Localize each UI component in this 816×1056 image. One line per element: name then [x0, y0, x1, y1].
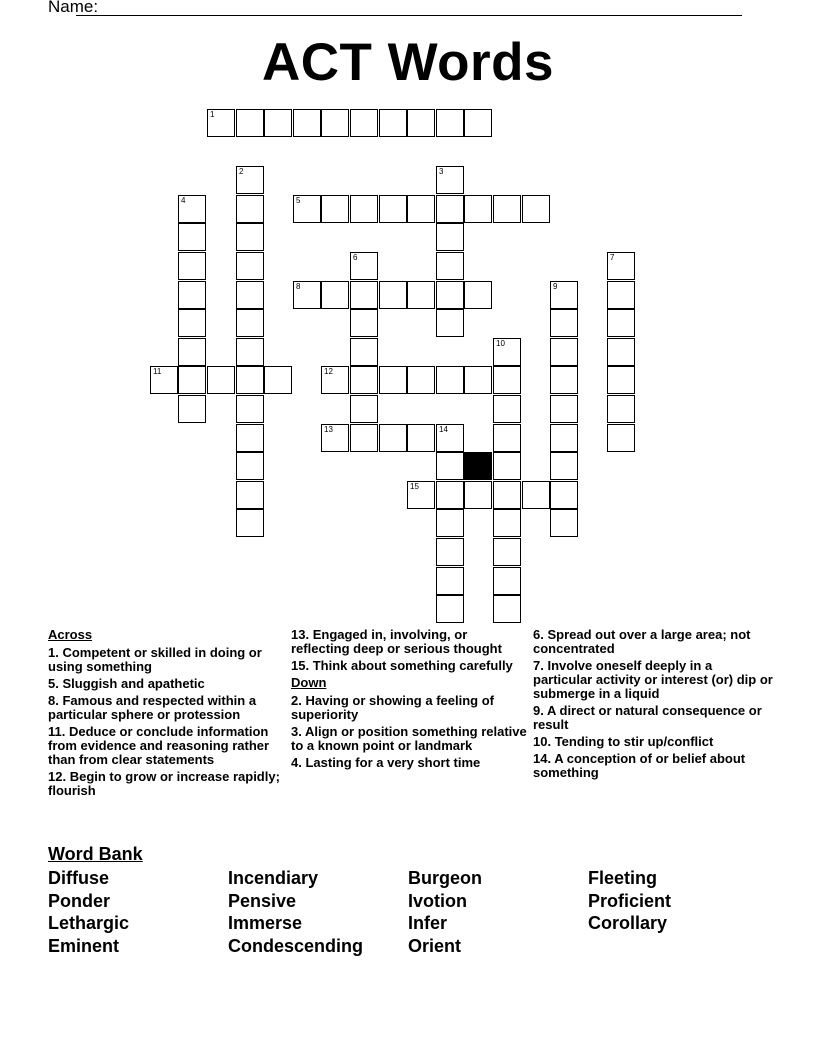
- crossword-cell[interactable]: [178, 252, 206, 280]
- clue-across-13: 13. Engaged in, involving, or reflecting deep or serious thought: [291, 627, 502, 656]
- crossword-cell[interactable]: [236, 366, 264, 394]
- clue-number: 3: [439, 167, 444, 176]
- crossword-cell[interactable]: [236, 252, 264, 280]
- crossword-cell[interactable]: [236, 338, 264, 366]
- crossword-cell[interactable]: [493, 338, 521, 366]
- crossword-cell[interactable]: [550, 395, 578, 423]
- crossword-cell[interactable]: [493, 567, 521, 595]
- crossword-cell[interactable]: [236, 166, 264, 194]
- crossword-cell[interactable]: [436, 567, 464, 595]
- crossword-cell[interactable]: [236, 109, 264, 137]
- clue-number: 13: [324, 425, 333, 434]
- crossword-cell[interactable]: [379, 109, 407, 137]
- crossword-cell[interactable]: [493, 424, 521, 452]
- crossword-cell[interactable]: [321, 195, 349, 223]
- crossword-cell[interactable]: [436, 166, 464, 194]
- crossword-cell[interactable]: [607, 309, 635, 337]
- clue-down-3: 3. Align or position something relative to a known point or landmark: [291, 724, 527, 753]
- crossword-cell[interactable]: [236, 395, 264, 423]
- word-bank-item: Eminent: [48, 936, 120, 957]
- crossword-cell[interactable]: [207, 109, 235, 137]
- clue-down-9: 9. A direct or natural consequence or result: [533, 703, 762, 732]
- crossword-cell[interactable]: [350, 109, 378, 137]
- across-header: Across: [48, 627, 93, 642]
- word-bank-item: Immerse: [228, 913, 303, 934]
- word-bank-column-3: [408, 867, 482, 958]
- clue-number: 6: [353, 253, 358, 262]
- crossword-cell[interactable]: [550, 309, 578, 337]
- clue-number: 11: [153, 367, 162, 376]
- crossword-cell[interactable]: [350, 309, 378, 337]
- crossword-cell[interactable]: [607, 252, 635, 280]
- crossword-cell[interactable]: [522, 481, 550, 509]
- word-bank-column-4: [588, 867, 671, 935]
- crossword-cell[interactable]: [436, 109, 464, 137]
- crossword-cell[interactable]: [178, 223, 206, 251]
- page-title: ACT Words: [261, 33, 555, 92]
- word-bank-item: Burgeon: [408, 868, 482, 888]
- clue-down-14: 14. A conception of or belief about something: [533, 751, 746, 780]
- crossword-cell[interactable]: [350, 424, 378, 452]
- clue-number: 2: [239, 167, 244, 176]
- crossword-cell[interactable]: [379, 281, 407, 309]
- crossword-cell[interactable]: [178, 195, 206, 223]
- word-bank-item: Fleeting: [588, 868, 658, 888]
- crossword-cell[interactable]: [350, 281, 378, 309]
- crossword-cell[interactable]: [236, 424, 264, 452]
- word-bank-column-2: [228, 867, 363, 958]
- crossword-cell[interactable]: [436, 481, 464, 509]
- clue-down-7: 7. Involve oneself deeply in a particular activity or interest (or) dip or submerge in a liquid: [533, 658, 773, 701]
- clue-down-4: 4. Lasting for a very short time: [291, 755, 481, 770]
- word-bank-item: Condescending: [228, 936, 364, 957]
- crossword-cell[interactable]: [436, 509, 464, 537]
- crossword-cell[interactable]: [607, 366, 635, 394]
- crossword-cell[interactable]: [436, 424, 464, 452]
- word-bank-item: Orient: [408, 936, 462, 957]
- clue-across-8: 8. Famous and respected within a particular sphere or protession: [48, 693, 257, 722]
- crossword-cell[interactable]: [464, 366, 492, 394]
- crossword-cell[interactable]: [293, 195, 321, 223]
- crossword-cell[interactable]: [236, 281, 264, 309]
- clue-number: 14: [439, 425, 448, 434]
- crossword-black-cell: [464, 452, 492, 480]
- crossword-cell[interactable]: [321, 366, 349, 394]
- crossword-cell[interactable]: [407, 481, 435, 509]
- crossword-cell[interactable]: [464, 195, 492, 223]
- crossword-cell[interactable]: [550, 366, 578, 394]
- clue-number: 8: [296, 282, 301, 291]
- clue-down-6: 6. Spread out over a large area; not concentrated: [533, 627, 751, 656]
- crossword-cell[interactable]: [178, 281, 206, 309]
- crossword-cell[interactable]: [550, 424, 578, 452]
- crossword-cell[interactable]: [436, 595, 464, 623]
- clue-number: 4: [181, 196, 186, 205]
- word-bank-item: Ivotion: [408, 890, 467, 911]
- crossword-cell[interactable]: [436, 309, 464, 337]
- clues-column-3: [533, 628, 773, 783]
- crossword-cell[interactable]: [407, 109, 435, 137]
- crossword-cell[interactable]: [207, 366, 235, 394]
- clue-across-11: 11. Deduce or conclude information from evidence and reasoning rather than from clear statements: [48, 724, 270, 767]
- crossword-cell[interactable]: [436, 252, 464, 280]
- crossword-cell[interactable]: [350, 366, 378, 394]
- crossword-cell[interactable]: [379, 366, 407, 394]
- crossword-cell[interactable]: [550, 452, 578, 480]
- word-bank-item: Corollary: [588, 913, 668, 934]
- clues-column-1: [48, 628, 288, 801]
- crossword-cell[interactable]: [236, 452, 264, 480]
- crossword-cell[interactable]: [350, 338, 378, 366]
- word-bank-item: Pensive: [228, 890, 297, 911]
- clue-number: 9: [553, 282, 558, 291]
- clues-column-2: [291, 628, 527, 773]
- clue-number: 12: [324, 367, 333, 376]
- clue-across-5: 5. Sluggish and apathetic: [48, 676, 205, 691]
- crossword-cell[interactable]: [464, 481, 492, 509]
- crossword-cell[interactable]: [178, 309, 206, 337]
- crossword-cell[interactable]: [407, 195, 435, 223]
- down-header: Down: [291, 675, 327, 690]
- clue-number: 5: [296, 196, 301, 205]
- clue-down-2: 2. Having or showing a feeling of superiority: [291, 693, 494, 722]
- crossword-cell[interactable]: [407, 424, 435, 452]
- crossword-cell[interactable]: [236, 195, 264, 223]
- crossword-cell[interactable]: [321, 109, 349, 137]
- crossword-cell[interactable]: [321, 424, 349, 452]
- clue-number: 15: [410, 482, 419, 491]
- crossword-cell[interactable]: [464, 109, 492, 137]
- word-bank-item: Ponder: [48, 890, 111, 911]
- word-bank-column-1: [48, 867, 129, 958]
- crossword-cell[interactable]: [550, 481, 578, 509]
- crossword-cell[interactable]: [436, 195, 464, 223]
- crossword-cell[interactable]: [350, 395, 378, 423]
- crossword-cell[interactable]: [607, 395, 635, 423]
- crossword-cell[interactable]: [493, 509, 521, 537]
- crossword-cell[interactable]: [607, 281, 635, 309]
- crossword-cell[interactable]: [293, 281, 321, 309]
- crossword-cell[interactable]: [436, 366, 464, 394]
- crossword-cell[interactable]: [493, 595, 521, 623]
- crossword-cell[interactable]: [236, 509, 264, 537]
- clue-across-15: 15. Think about something carefully: [291, 658, 513, 673]
- crossword-cell[interactable]: [607, 338, 635, 366]
- crossword-cell[interactable]: [493, 538, 521, 566]
- word-bank-title: Word Bank: [48, 844, 143, 864]
- crossword-cell[interactable]: [464, 281, 492, 309]
- crossword-cell[interactable]: [321, 281, 349, 309]
- crossword-cell[interactable]: [350, 252, 378, 280]
- word-bank-item: Diffuse: [48, 868, 110, 888]
- clue-across-12: 12. Begin to grow or increase rapidly; flourish: [48, 769, 280, 798]
- crossword-cell[interactable]: [550, 509, 578, 537]
- crossword-cell[interactable]: [293, 109, 321, 137]
- crossword-cell[interactable]: [493, 452, 521, 480]
- word-bank-item: Proficient: [588, 890, 672, 911]
- crossword-cell[interactable]: [236, 223, 264, 251]
- name-label: Name:: [48, 0, 99, 16]
- crossword-cell[interactable]: [436, 538, 464, 566]
- crossword-cell[interactable]: [178, 338, 206, 366]
- crossword-cell[interactable]: [550, 281, 578, 309]
- crossword-cell[interactable]: [407, 366, 435, 394]
- crossword-cell[interactable]: [493, 395, 521, 423]
- crossword-cell[interactable]: [493, 481, 521, 509]
- crossword-cell[interactable]: [236, 481, 264, 509]
- word-bank-item: Lethargic: [48, 913, 130, 934]
- crossword-cell[interactable]: [493, 366, 521, 394]
- clue-number: 1: [210, 110, 215, 119]
- word-bank-item: Incendiary: [228, 868, 319, 888]
- crossword-cell[interactable]: [522, 195, 550, 223]
- crossword-cell[interactable]: [350, 195, 378, 223]
- crossword-cell[interactable]: [178, 366, 206, 394]
- clue-across-1: 1. Competent or skilled in doing or using something: [48, 645, 262, 674]
- clue-number: 10: [496, 339, 505, 348]
- crossword-cell[interactable]: [436, 281, 464, 309]
- crossword-cell[interactable]: [436, 223, 464, 251]
- crossword-cell[interactable]: [264, 109, 292, 137]
- crossword-cell[interactable]: [379, 195, 407, 223]
- clue-number: 7: [610, 253, 615, 262]
- word-bank-item: Infer: [408, 913, 448, 934]
- crossword-cell[interactable]: [236, 309, 264, 337]
- crossword-cell[interactable]: [550, 338, 578, 366]
- crossword-cell[interactable]: [607, 424, 635, 452]
- clue-down-10: 10. Tending to stir up/conflict: [533, 734, 714, 749]
- crossword-cell[interactable]: [379, 424, 407, 452]
- crossword-cell[interactable]: [264, 366, 292, 394]
- crossword-cell[interactable]: [493, 195, 521, 223]
- crossword-cell[interactable]: [150, 366, 178, 394]
- crossword-cell[interactable]: [436, 452, 464, 480]
- crossword-cell[interactable]: [407, 281, 435, 309]
- crossword-cell[interactable]: [178, 395, 206, 423]
